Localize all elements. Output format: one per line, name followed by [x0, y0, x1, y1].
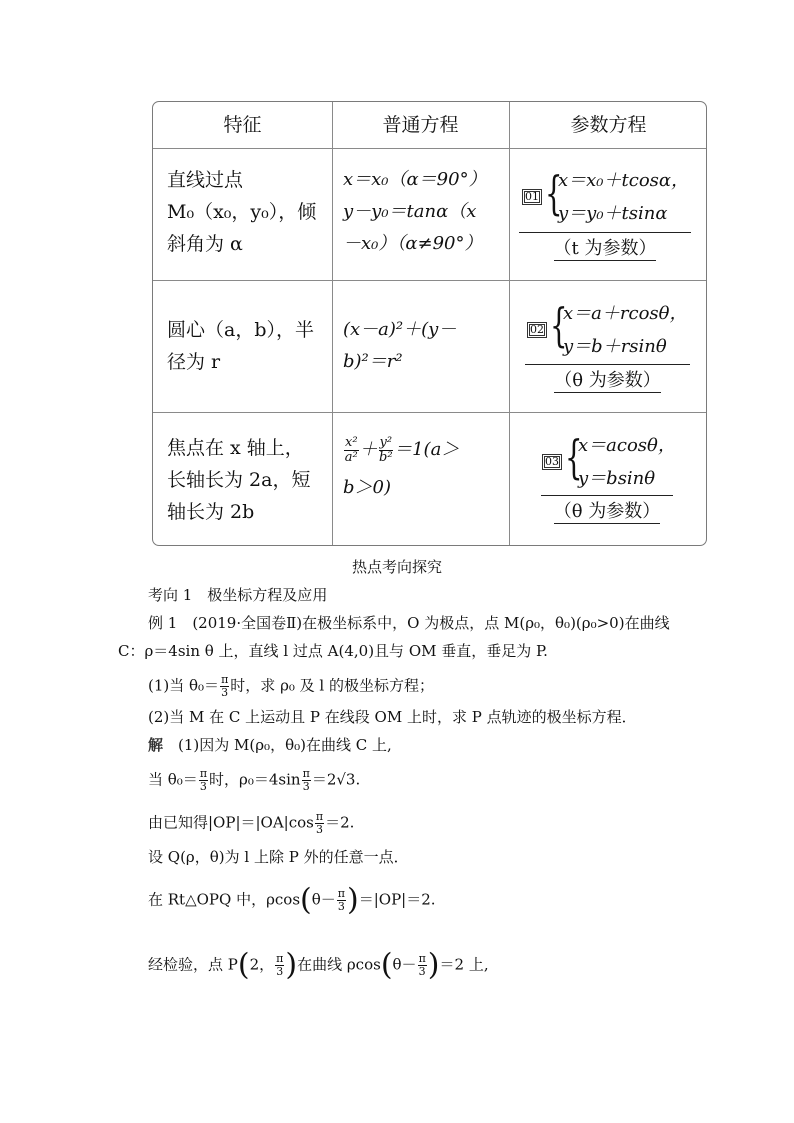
- table-divider: [332, 102, 333, 545]
- solution-line2: 当 θ₀＝ $\frac{\pi}{3}$ 时，ρ₀＝4sin $\frac{\pi}{3}$ ＝2√3.: [148, 767, 361, 793]
- table-divider: [153, 280, 706, 281]
- row3-normal: $\frac{\text{x²}}{\text{a²}}$ ＋ $\frac{\text{y²}}{\text{b²}}$ ＝1(a＞ b＞0): [343, 434, 460, 498]
- table-divider: [509, 102, 510, 545]
- fraction-bar: [519, 232, 691, 233]
- brace: {: [565, 430, 583, 484]
- fraction-bar: [525, 364, 690, 365]
- row1-feature: 直线过点 M₀（x₀，y₀），倾 斜角为 α: [167, 169, 317, 255]
- row2-param-note: （θ 为参数）: [554, 370, 661, 391]
- solution-line4: 设 Q(ρ，θ)为 l 上除 P 外的任意一点．: [148, 848, 409, 866]
- header-feature: 特征: [223, 114, 262, 136]
- example-line1: 例 1 (2019·全国卷Ⅱ)在极坐标系中，O 为极点，点 M(ρ₀，θ₀)(ρ₀>0)在曲线: [148, 614, 670, 632]
- row1-param-y: y＝y₀＋tsinα: [558, 203, 668, 224]
- row3-param-y: y＝bsinθ: [578, 468, 656, 489]
- row2-feature: 圆心（a，b），半 径为 r: [167, 319, 314, 373]
- brace: {: [550, 298, 568, 352]
- solution-line1: 解 (1)因为 M(ρ₀，θ₀)在曲线 C 上,: [148, 736, 392, 754]
- header-normal: 普通方程: [382, 114, 459, 136]
- table-divider: [153, 412, 706, 413]
- row3-param-note: （θ 为参数）: [553, 501, 661, 522]
- param-index-03: 03: [542, 454, 562, 470]
- section-title: 热点考向探究: [351, 558, 442, 576]
- row2-param-y: y＝b＋rsinθ: [563, 336, 667, 357]
- direction-heading: 考向 1 极坐标方程及应用: [148, 586, 328, 604]
- header-param: 参数方程: [570, 114, 647, 136]
- row2-normal: (x－a)²＋(y－ b)²＝r²: [343, 319, 457, 372]
- row1-param-note: （t 为参数）: [553, 238, 657, 259]
- row1-param-x: x＝x₀＋tcosα，: [558, 170, 690, 191]
- example-line2: C：ρ＝4sin θ 上，直线 l 过点 A(4,0)且与 OM 垂直，垂足为 P.: [118, 642, 548, 660]
- fraction-bar: [541, 495, 673, 496]
- solution-line5: 在 Rt△OPQ 中，ρcos(θ－ $\frac{\pi}{3}$ )＝|OP|＝2.: [148, 882, 436, 918]
- solution-line6: 经检验，点 P(2， $\frac{\pi}{3}$ )在曲线 ρcos(θ－ $\frac{\pi}{3}$ )＝2 上,: [148, 947, 489, 983]
- formula-table: [152, 101, 707, 546]
- param-index-02: 02: [527, 322, 547, 338]
- solution-line3: 由已知得|OP|＝|OA|cos $\frac{\pi}{3}$ ＝2.: [148, 810, 355, 836]
- row1-normal: x＝x₀（α＝90°） y－y₀＝tanα（x －x₀）（α≠90°）: [343, 169, 487, 254]
- row3-param-x: x＝acosθ，: [578, 435, 676, 456]
- example-question1: (1)当 θ₀＝ $\frac{\pi}{3}$ 时，求 ρ₀ 及 l 的极坐标方程；: [148, 673, 434, 699]
- param-index-01: 01: [522, 189, 542, 205]
- brace: {: [545, 166, 563, 220]
- example-question2: (2)当 M 在 C 上运动且 P 在线段 OM 上时，求 P 点轨迹的极坐标方程．: [148, 708, 637, 726]
- table-divider: [153, 148, 706, 149]
- row3-feature: 焦点在 x 轴上， 长轴长为 2a，短 轴长为 2b: [167, 437, 311, 523]
- row2-param-x: x＝a＋rcosθ，: [563, 303, 688, 324]
